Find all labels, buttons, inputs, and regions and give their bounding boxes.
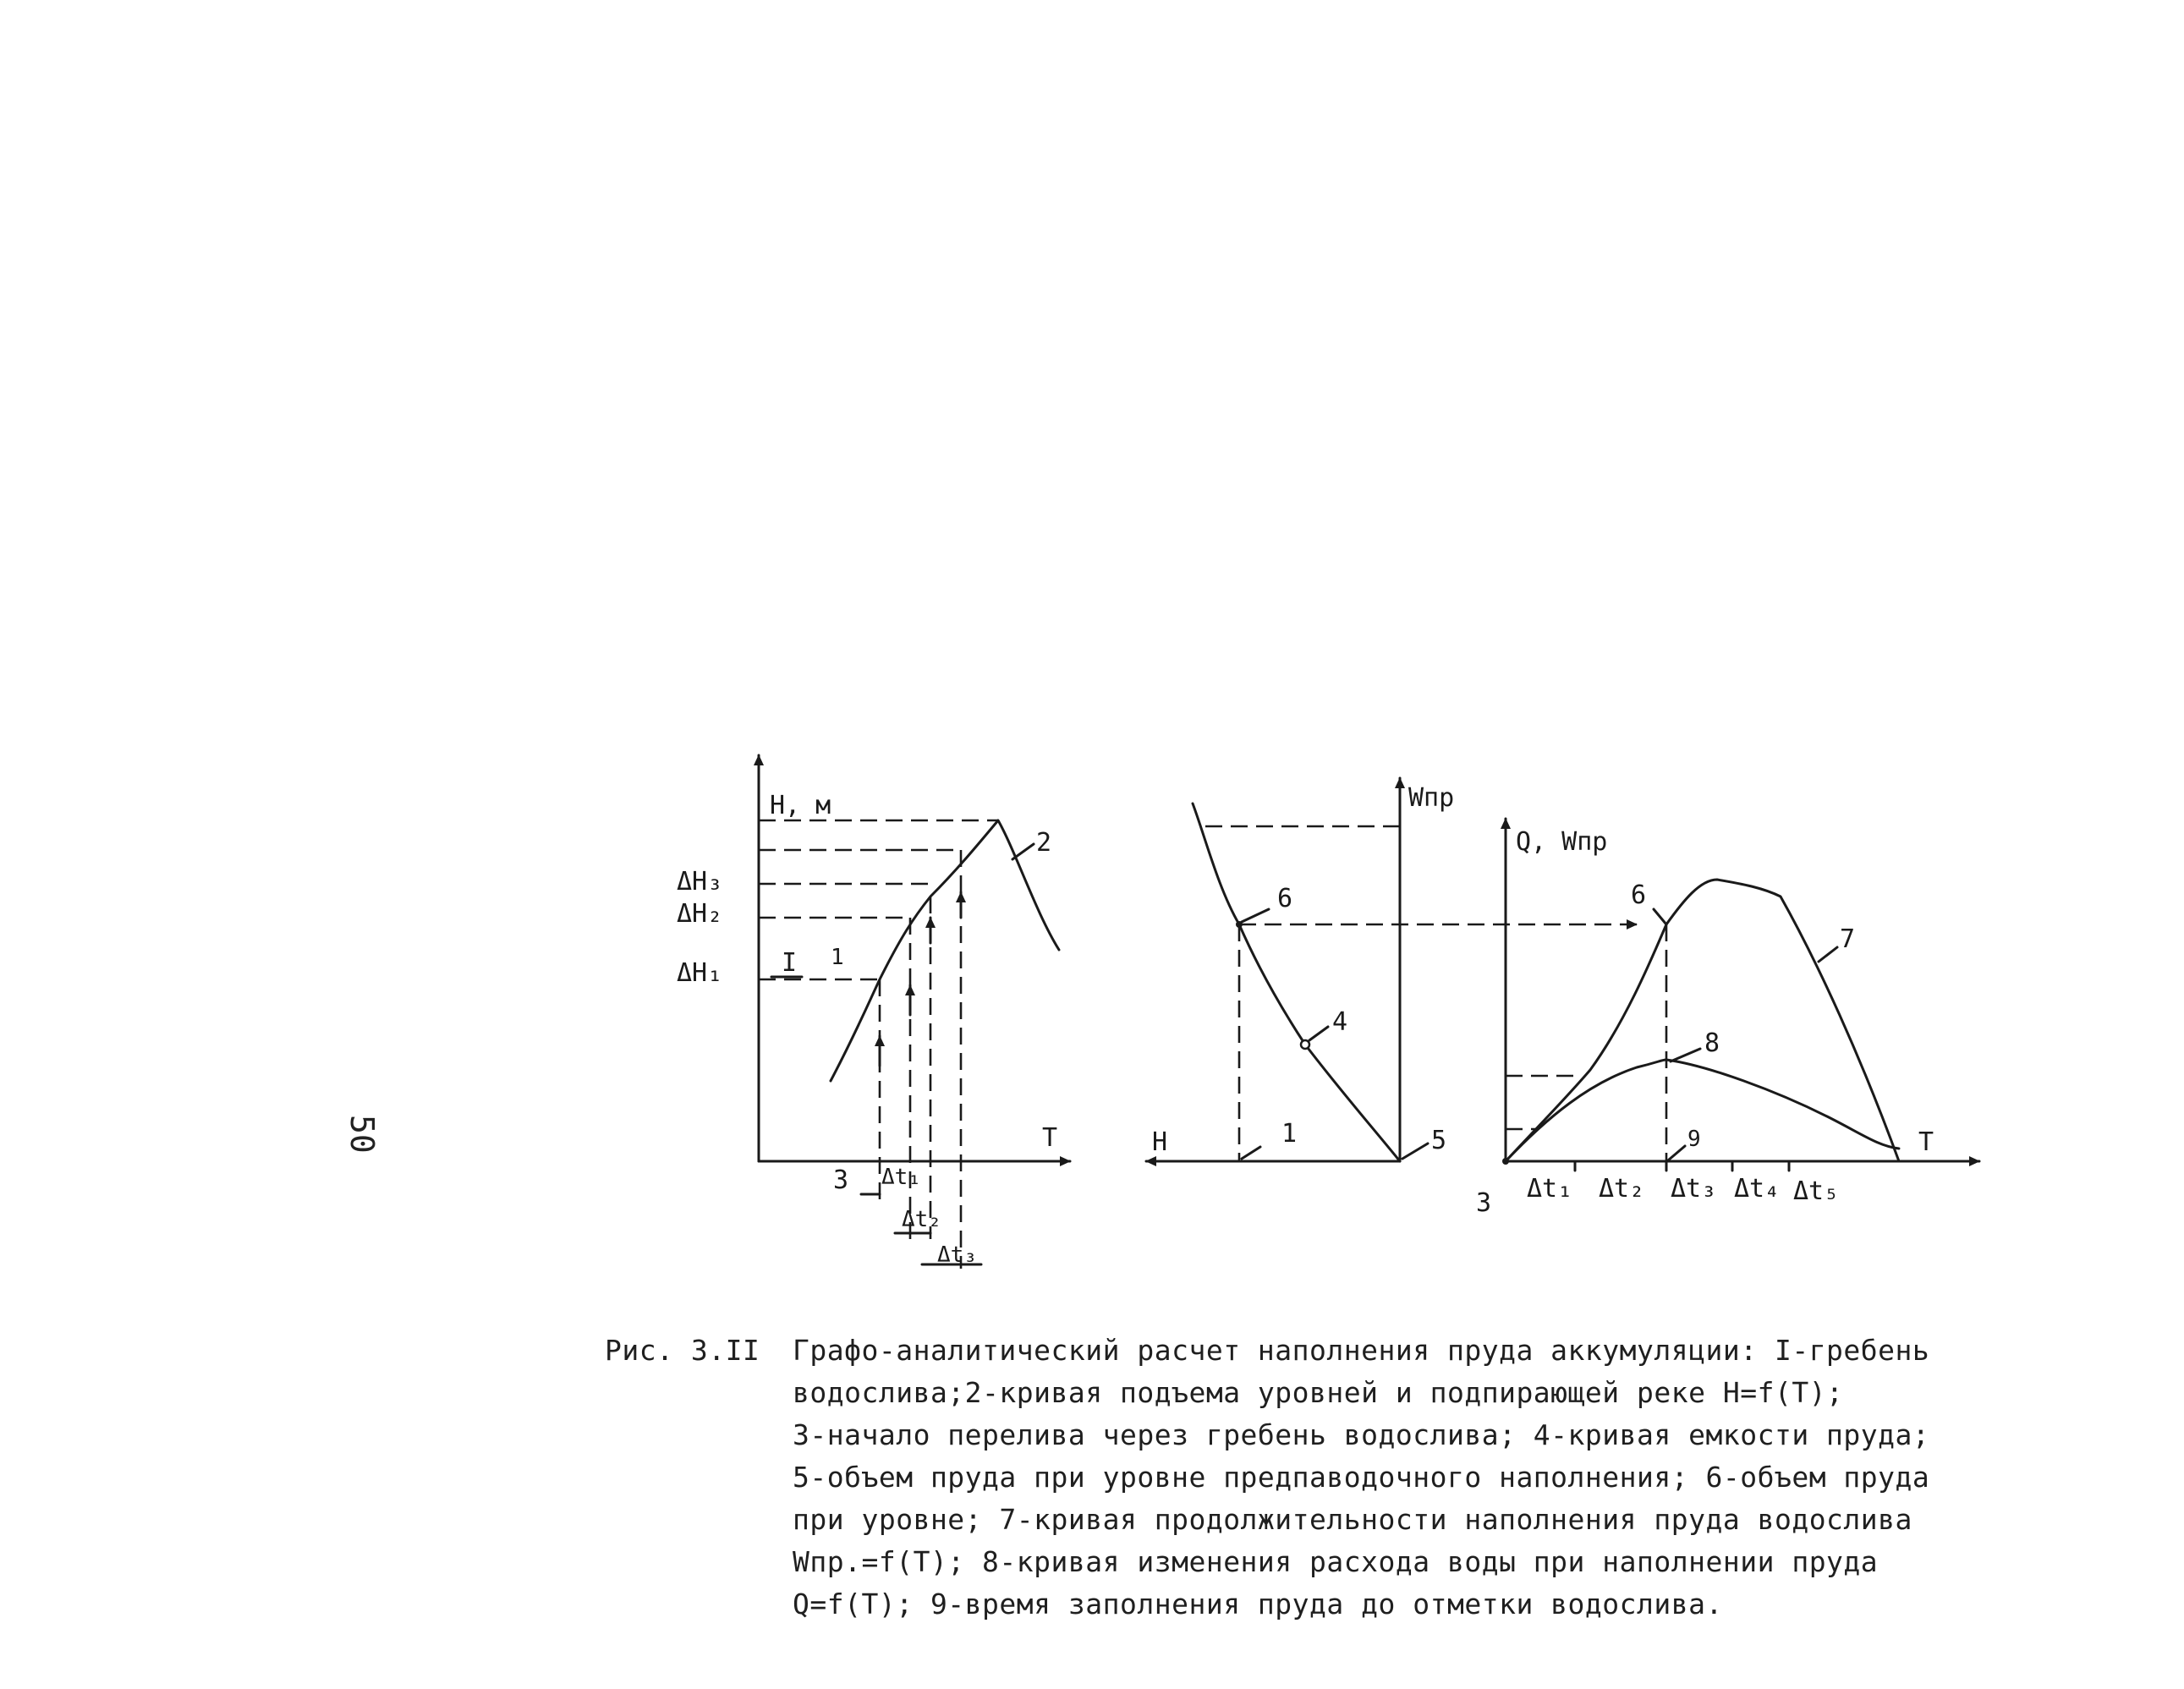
figure-caption (605, 1330, 1992, 1626)
curve-1-label: 1 (831, 945, 844, 970)
leader-7 (1819, 947, 1837, 962)
roman-i-label: I (782, 948, 798, 978)
point-3-dot (1502, 1158, 1509, 1165)
curve-8-label: 8 (1704, 1028, 1720, 1058)
graph-3-filling (1476, 819, 1979, 1218)
dh2-label: ΔH₂ (677, 899, 723, 929)
dt3b-label: Δt₃ (1671, 1174, 1717, 1204)
point-9-label: 9 (1687, 1127, 1701, 1152)
curve-4-label: 4 (1332, 1007, 1348, 1037)
graph3-x-label: T (1918, 1127, 1934, 1157)
dh3-label: ΔH₃ (677, 867, 723, 897)
dt2b-label: Δt₂ (1599, 1174, 1645, 1204)
graph2-y-label: Wпр (1408, 783, 1455, 813)
graph1-x-label: T (1042, 1123, 1058, 1153)
curve-2-level-rise (831, 820, 1059, 1081)
caption-line-7: Q=f(T); 9-время заполнения пруда до отметки водослива. (793, 1588, 1723, 1620)
leader-5 (1402, 1143, 1428, 1159)
leader-2 (1012, 844, 1034, 859)
caption-line-5: при уровне; 7-кривая продолжительности наполнения пруда водослива (793, 1503, 1912, 1536)
curve-7-volume (1506, 880, 1899, 1161)
dt1-label: Δt₁ (881, 1165, 921, 1190)
dt5b-label: Δt₅ (1793, 1176, 1840, 1206)
graph-1-level-rise (677, 755, 1070, 1269)
leader-4 (1309, 1027, 1328, 1040)
graph2-x-label: H (1152, 1127, 1168, 1157)
caption-line-3: 3-начало перелива через гребень водослива; 4-кривая емкости пруда; (793, 1418, 1930, 1451)
caption-line-1: Графо-аналитический расчет наполнения пруда аккумуляции: I-гребень (793, 1334, 1930, 1367)
curve-2-label: 2 (1036, 828, 1052, 858)
dt4b-label: Δt₄ (1734, 1174, 1781, 1204)
caption-line-2: водослива;2-кривая подъема уровней и подпирающей реке H=f(T); (793, 1376, 1844, 1409)
caption-prefix: Рис. 3.II (605, 1334, 760, 1367)
leader-9 (1668, 1146, 1685, 1160)
leader-8 (1671, 1049, 1700, 1061)
leader-6b (1654, 909, 1666, 924)
graph3-y-label: Q, Wпр (1516, 827, 1608, 857)
point-1-label: 1 (1281, 1119, 1298, 1149)
point-4-dot (1301, 1040, 1309, 1049)
dt3-label: Δt₃ (937, 1242, 977, 1268)
page-number: 50 (343, 1115, 381, 1154)
dt2-label: Δt₂ (902, 1207, 941, 1232)
leader-6 (1242, 909, 1269, 922)
point-3-label: 3 (833, 1165, 849, 1195)
caption-line-4: 5-объем пруда при уровне предпаводочного наполнения; 6-объем пруда (793, 1461, 1930, 1494)
caption-line-6: Wпр.=f(T); 8-кривая изменения расхода воды при наполнении пруда (793, 1545, 1879, 1578)
point-6-label: 6 (1277, 884, 1293, 913)
point-5-label: 5 (1431, 1126, 1447, 1155)
point-3b-label: 3 (1476, 1188, 1492, 1218)
graph1-y-label: H, м (770, 791, 831, 820)
dh1-label: ΔH₁ (677, 958, 723, 988)
dt1b-label: Δt₁ (1527, 1174, 1573, 1204)
point-6b-label: 6 (1631, 880, 1647, 910)
leader-1 (1242, 1147, 1260, 1159)
curve-7-label: 7 (1840, 924, 1856, 954)
curve-4-capacity (1193, 803, 1400, 1161)
